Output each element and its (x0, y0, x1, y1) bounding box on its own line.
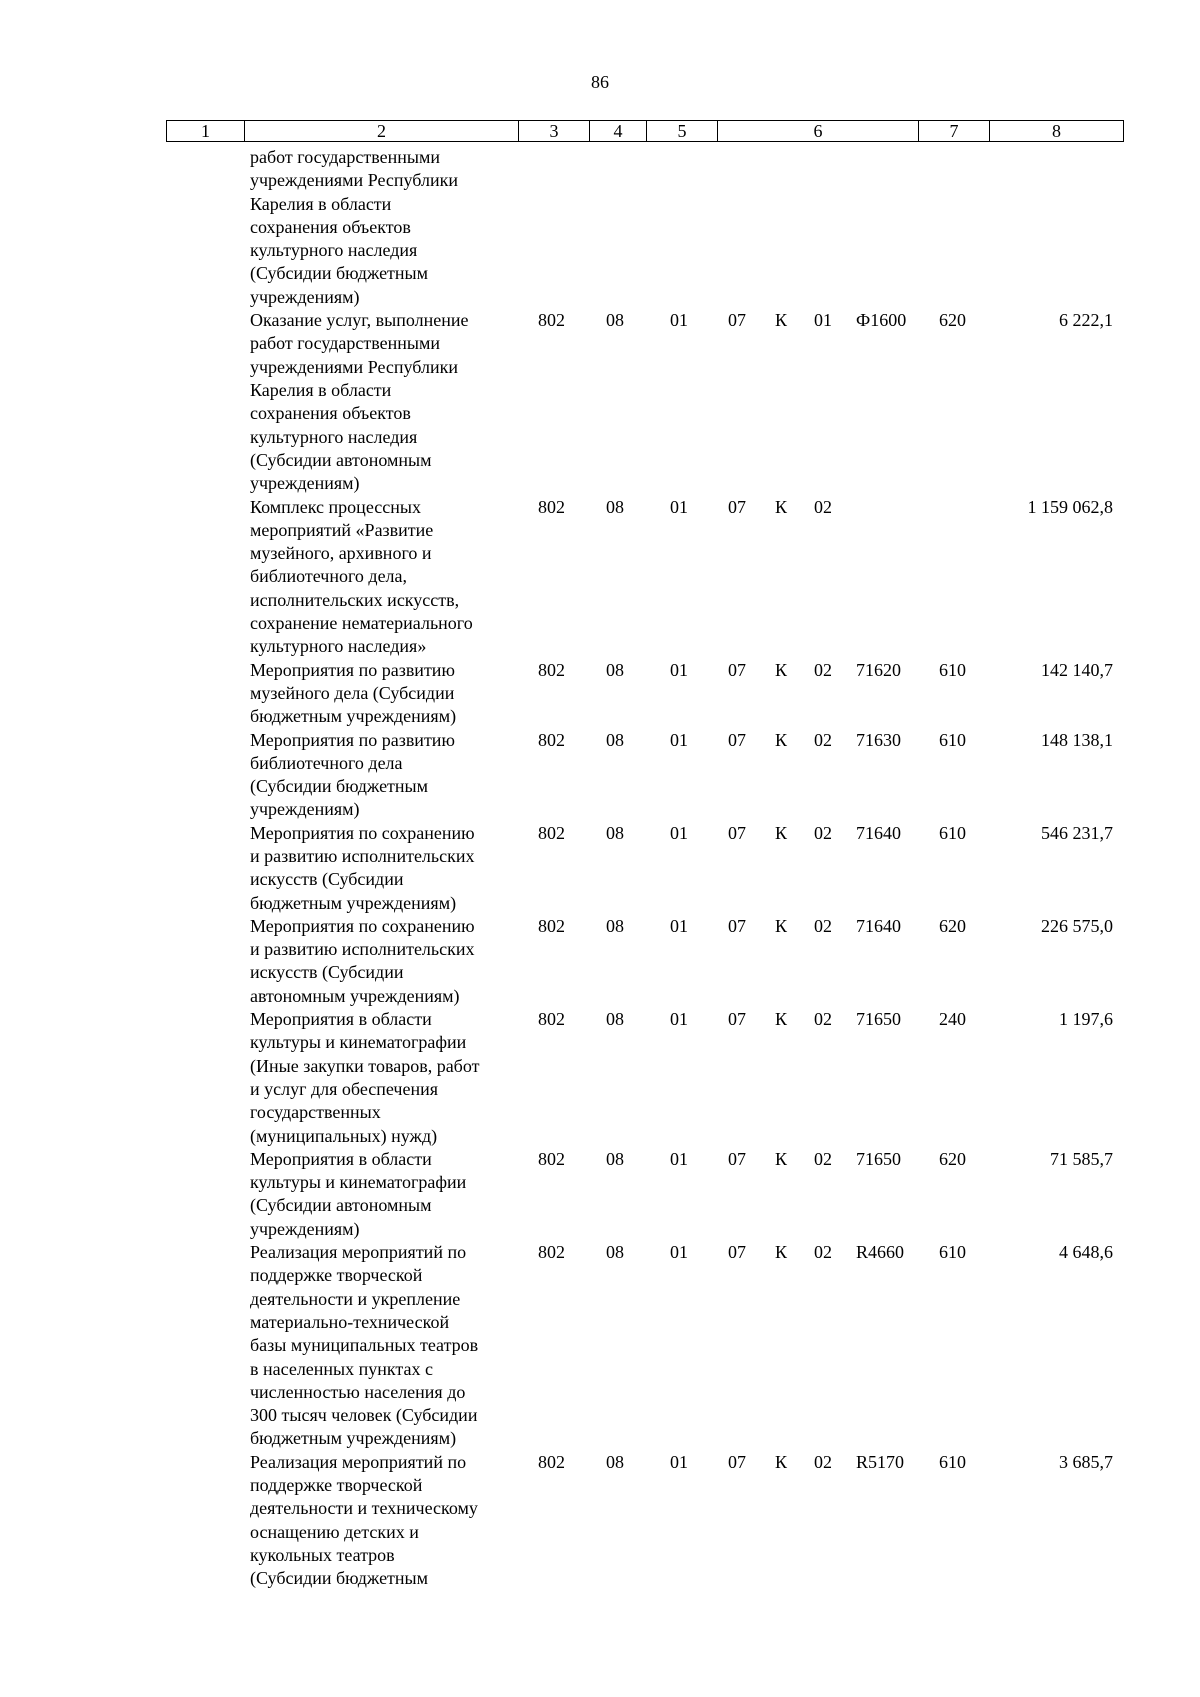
description-line: культуры и кинематографии (250, 1032, 467, 1053)
cell-c6a: 07 (728, 1451, 746, 1472)
description-line: бюджетным учреждениям) (250, 892, 457, 913)
row-description (250, 496, 515, 659)
description-line: 300 тысяч человек (Субсидии (250, 1405, 478, 1426)
cell-c6a: 07 (728, 1242, 746, 1263)
cell-c8: 4 648,6 (1059, 1242, 1113, 1263)
description-line: Карелия в области (250, 379, 392, 400)
cell-c6c: 02 (814, 496, 832, 517)
table-header (166, 120, 1124, 142)
cell-c3: 802 (538, 1009, 565, 1030)
description-line: сохранения объектов (250, 403, 411, 424)
description-line: поддержке творческой (250, 1265, 423, 1286)
cell-c4: 08 (606, 822, 624, 843)
description-line: и развитию исполнительских (250, 939, 475, 960)
cell-c6b: К (775, 1242, 788, 1263)
description-line: культурного наследия (250, 240, 418, 261)
cell-c5: 01 (670, 310, 688, 331)
cell-c3: 802 (538, 1242, 565, 1263)
cell-c4: 08 (606, 915, 624, 936)
cell-c6d: R5170 (856, 1451, 905, 1472)
cell-c6c: 02 (814, 1009, 832, 1030)
cell-c7: 610 (939, 1242, 966, 1263)
cell-c6c: 02 (814, 729, 832, 750)
description-line: и развитию исполнительских (250, 845, 475, 866)
description-line: кукольных театров (250, 1544, 395, 1565)
header-col-1: 1 (167, 121, 245, 141)
cell-c6c: 02 (814, 822, 832, 843)
row-description (250, 1008, 515, 1148)
cell-c8: 546 231,7 (1041, 822, 1113, 843)
description-line: сохранение нематериального (250, 612, 473, 633)
description-line: учреждениями Республики (250, 356, 458, 377)
header-col-2: 2 (245, 121, 519, 141)
cell-c5: 01 (670, 915, 688, 936)
header-col-7: 7 (919, 121, 990, 141)
description-line: Мероприятия по сохранению (250, 822, 475, 843)
cell-c6b: К (775, 496, 788, 517)
row-description (250, 915, 515, 1008)
cell-c4: 08 (606, 496, 624, 517)
cell-c6c: 02 (814, 659, 832, 680)
row-description (250, 1451, 515, 1591)
cell-c7: 620 (939, 1148, 966, 1169)
description-line: сохранения объектов (250, 216, 411, 237)
cell-c7: 620 (939, 915, 966, 936)
row-description (250, 729, 515, 822)
cell-c6a: 07 (728, 1148, 746, 1169)
cell-c6d: 71630 (856, 729, 901, 750)
description-line: Реализация мероприятий по (250, 1242, 467, 1263)
description-line: работ государственными (250, 333, 441, 354)
description-line: (Субсидии автономным (250, 449, 432, 470)
cell-c8: 1 197,6 (1059, 1009, 1113, 1030)
description-line: Мероприятия в области (250, 1009, 432, 1030)
description-line: и услуг для обеспечения (250, 1078, 439, 1099)
description-line: деятельности и техническому (250, 1498, 478, 1519)
cell-c5: 01 (670, 822, 688, 843)
cell-c6a: 07 (728, 729, 746, 750)
description-line: культурного наследия (250, 426, 418, 447)
cell-c6b: К (775, 729, 788, 750)
cell-c6d: 71650 (856, 1148, 901, 1169)
description-line: Карелия в области (250, 193, 392, 214)
description-line: искусств (Субсидии (250, 869, 404, 890)
cell-c6a: 07 (728, 310, 746, 331)
description-line: (Субсидии автономным (250, 1195, 432, 1216)
cell-c3: 802 (538, 729, 565, 750)
cell-c6a: 07 (728, 496, 746, 517)
cell-c6b: К (775, 1148, 788, 1169)
header-col-4: 4 (590, 121, 647, 141)
description-line: музейного, архивного и (250, 543, 432, 564)
description-line: Реализация мероприятий по (250, 1451, 467, 1472)
description-line: численностью населения до (250, 1381, 466, 1402)
row-description (250, 659, 515, 729)
row-description (250, 1241, 515, 1451)
cell-c4: 08 (606, 659, 624, 680)
cell-c3: 802 (538, 1148, 565, 1169)
description-line: библиотечного дела (250, 752, 403, 773)
cell-c6a: 07 (728, 659, 746, 680)
cell-c6d: 71650 (856, 1009, 901, 1030)
cell-c6c: 02 (814, 1451, 832, 1472)
header-col-3: 3 (519, 121, 590, 141)
cell-c4: 08 (606, 1242, 624, 1263)
cell-c5: 01 (670, 659, 688, 680)
cell-c7: 610 (939, 659, 966, 680)
description-line: культурного наследия» (250, 636, 427, 657)
cell-c7: 610 (939, 729, 966, 750)
description-line: Мероприятия по развитию (250, 659, 455, 680)
description-line: деятельности и укрепление (250, 1288, 461, 1309)
cell-c5: 01 (670, 1451, 688, 1472)
cell-c6b: К (775, 915, 788, 936)
cell-c8: 142 140,7 (1041, 659, 1113, 680)
cell-c4: 08 (606, 1148, 624, 1169)
page-number: 86 (591, 72, 609, 92)
description-line: (Субсидии бюджетным (250, 1568, 429, 1589)
cell-c6b: К (775, 1451, 788, 1472)
description-line: Мероприятия по развитию (250, 729, 455, 750)
description-line: оснащению детских и (250, 1521, 419, 1542)
description-line: учреждениям) (250, 473, 360, 494)
header-col-6: 6 (718, 121, 919, 141)
cell-c5: 01 (670, 729, 688, 750)
description-line: библиотечного дела, (250, 566, 408, 587)
cell-c6c: 01 (814, 310, 832, 331)
row-description (250, 309, 515, 495)
description-line: (Субсидии бюджетным (250, 776, 429, 797)
cell-c6c: 02 (814, 915, 832, 936)
cell-c5: 01 (670, 496, 688, 517)
cell-c5: 01 (670, 1148, 688, 1169)
cell-c8: 148 138,1 (1041, 729, 1113, 750)
description-line: работ государственными (250, 147, 441, 167)
cell-c7: 620 (939, 310, 966, 331)
cell-c6b: К (775, 310, 788, 331)
description-line: искусств (Субсидии (250, 962, 404, 983)
row-description (250, 146, 515, 309)
cell-c4: 08 (606, 1451, 624, 1472)
cell-c3: 802 (538, 915, 565, 936)
cell-c7: 610 (939, 822, 966, 843)
cell-c6c: 02 (814, 1242, 832, 1263)
description-line: мероприятий «Развитие (250, 519, 434, 540)
cell-c3: 802 (538, 1451, 565, 1472)
cell-c6d: 71620 (856, 659, 901, 680)
description-line: учреждениям) (250, 286, 360, 307)
cell-c8: 6 222,1 (1059, 310, 1113, 331)
description-line: Оказание услуг, выполнение (250, 310, 469, 331)
description-line: поддержке творческой (250, 1475, 423, 1496)
description-line: материально-технической (250, 1311, 450, 1332)
cell-c4: 08 (606, 310, 624, 331)
cell-c8: 3 685,7 (1059, 1451, 1113, 1472)
cell-c5: 01 (670, 1009, 688, 1030)
description-line: (муниципальных) нужд) (250, 1125, 438, 1146)
cell-c6b: К (775, 659, 788, 680)
row-description (250, 822, 515, 915)
cell-c6c: 02 (814, 1148, 832, 1169)
cell-c5: 01 (670, 1242, 688, 1263)
row-description (250, 1148, 515, 1241)
description-line: Комплекс процессных (250, 496, 421, 517)
description-line: (Субсидии бюджетным (250, 263, 429, 284)
description-line: учреждениям) (250, 799, 360, 820)
description-line: учреждениям) (250, 1218, 360, 1239)
cell-c8: 1 159 062,8 (1027, 496, 1113, 517)
description-line: автономным учреждениям) (250, 985, 460, 1006)
description-line: государственных (250, 1102, 381, 1123)
cell-c6d: Ф1600 (856, 310, 907, 331)
cell-c8: 71 585,7 (1050, 1148, 1113, 1169)
description-line: Мероприятия в области (250, 1148, 432, 1169)
cell-c7: 610 (939, 1451, 966, 1472)
description-line: бюджетным учреждениям) (250, 1428, 457, 1449)
cell-c6b: К (775, 1009, 788, 1030)
description-line: базы муниципальных театров (250, 1335, 479, 1356)
cell-c6d: R4660 (856, 1242, 905, 1263)
cell-c6a: 07 (728, 822, 746, 843)
cell-c3: 802 (538, 659, 565, 680)
description-line: (Иные закупки товаров, работ (250, 1055, 480, 1076)
cell-c6d: 71640 (856, 822, 901, 843)
description-line: музейного дела (Субсидии (250, 682, 455, 703)
description-line: Мероприятия по сохранению (250, 915, 475, 936)
cell-c4: 08 (606, 1009, 624, 1030)
header-col-8: 8 (1052, 121, 1061, 141)
description-line: учреждениями Республики (250, 170, 458, 191)
cell-c3: 802 (538, 310, 565, 331)
cell-c6d: 71640 (856, 915, 901, 936)
cell-c6a: 07 (728, 1009, 746, 1030)
description-line: в населенных пунктах с (250, 1358, 433, 1379)
description-line: культуры и кинематографии (250, 1172, 467, 1193)
cell-c8: 226 575,0 (1041, 915, 1113, 936)
description-line: исполнительских искусств, (250, 589, 460, 610)
header-col-5: 5 (647, 121, 718, 141)
cell-c4: 08 (606, 729, 624, 750)
cell-c6a: 07 (728, 915, 746, 936)
description-line: бюджетным учреждениям) (250, 706, 457, 727)
cell-c7: 240 (939, 1009, 966, 1030)
cell-c6b: К (775, 822, 788, 843)
cell-c3: 802 (538, 496, 565, 517)
cell-c3: 802 (538, 822, 565, 843)
